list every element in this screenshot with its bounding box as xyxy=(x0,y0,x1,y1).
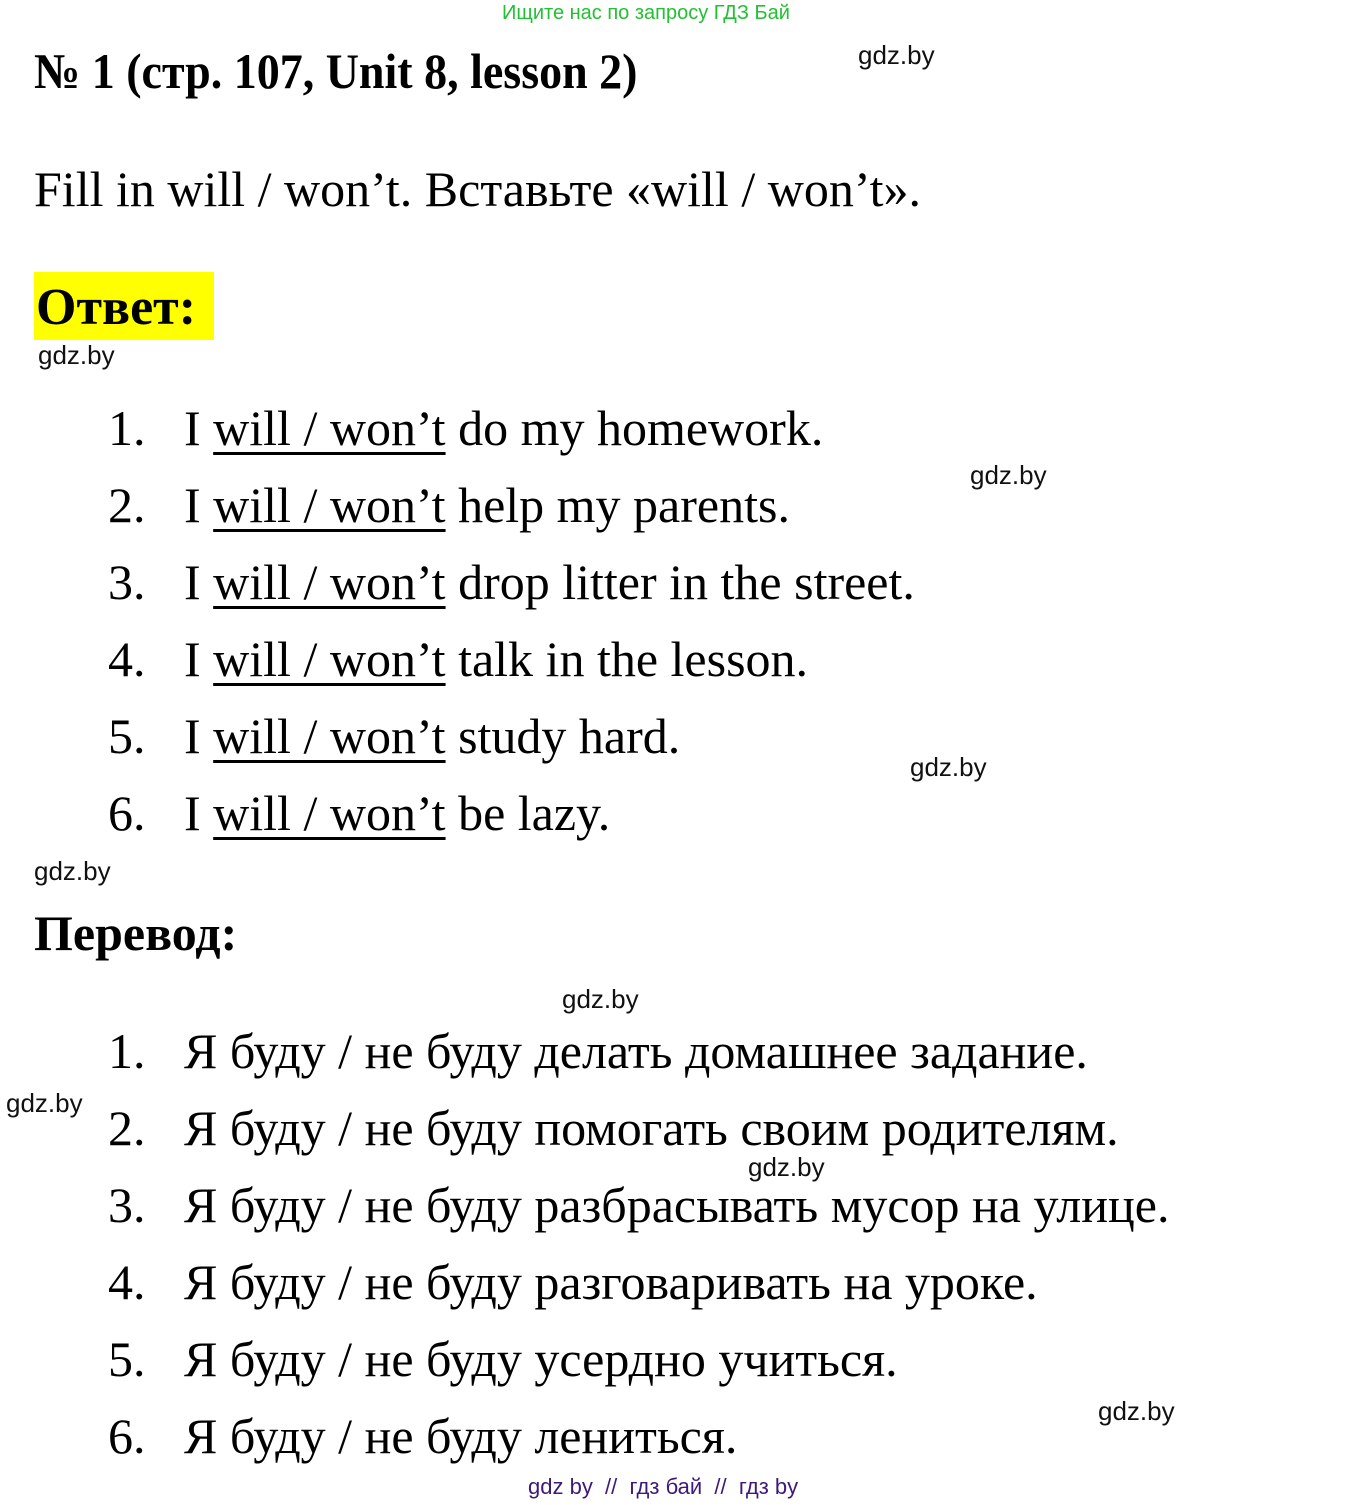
item-subject: I xyxy=(184,477,201,533)
footer-watermark: gdz by // гдз бай // гдз by xyxy=(528,1474,799,1499)
answer-heading: Ответ: xyxy=(34,272,214,340)
item-text: Я буду / не буду разговаривать на уроке. xyxy=(184,1254,1038,1310)
watermark: gdz.by xyxy=(910,752,987,782)
answer-item xyxy=(108,398,823,458)
item-number: 5. xyxy=(108,1331,146,1387)
translation-heading: Перевод: xyxy=(34,905,238,961)
answer-item xyxy=(108,783,610,843)
item-choice: will / won’t xyxy=(213,554,446,610)
item-number: 3. xyxy=(108,1177,146,1233)
item-rest: study hard. xyxy=(458,708,681,764)
translation-item xyxy=(108,1406,737,1466)
item-choice: will / won’t xyxy=(213,631,446,687)
item-number: 3. xyxy=(108,554,146,610)
translation-item xyxy=(108,1329,898,1389)
watermark: gdz.by xyxy=(38,340,115,370)
item-rest: talk in the lesson. xyxy=(458,631,809,687)
item-choice: will / won’t xyxy=(213,477,446,533)
watermark: gdz.by xyxy=(562,984,639,1014)
item-number: 1. xyxy=(108,1023,146,1079)
answer-item xyxy=(108,552,915,612)
answer-item xyxy=(108,706,680,766)
item-text: Я буду / не буду лениться. xyxy=(184,1408,738,1464)
item-text: Я буду / не буду помогать своим родителям. xyxy=(184,1100,1119,1156)
item-subject: I xyxy=(184,785,201,841)
translation-item xyxy=(108,1098,1119,1158)
item-rest: do my homework. xyxy=(458,400,824,456)
item-subject: I xyxy=(184,631,201,687)
item-rest: be lazy. xyxy=(458,785,611,841)
item-number: 2. xyxy=(108,1100,146,1156)
item-choice: will / won’t xyxy=(213,400,446,456)
item-choice: will / won’t xyxy=(213,785,446,841)
search-banner: Ищите нас по запросу ГДЗ Бай xyxy=(502,2,790,24)
translation-item xyxy=(108,1252,1038,1312)
item-number: 4. xyxy=(108,1254,146,1310)
item-number: 6. xyxy=(108,785,146,841)
watermark: gdz.by xyxy=(748,1152,825,1182)
watermark: gdz.by xyxy=(970,460,1047,490)
item-text: Я буду / не буду делать домашнее задание. xyxy=(184,1023,1088,1079)
item-number: 6. xyxy=(108,1408,146,1464)
item-subject: I xyxy=(184,708,201,764)
item-number: 4. xyxy=(108,631,146,687)
translation-item xyxy=(108,1175,1169,1235)
answer-item xyxy=(108,475,790,535)
watermark: gdz.by xyxy=(6,1088,83,1118)
watermark: gdz.by xyxy=(1098,1396,1175,1426)
answer-item xyxy=(108,629,808,689)
item-subject: I xyxy=(184,400,201,456)
item-subject: I xyxy=(184,554,201,610)
item-number: 1. xyxy=(108,400,146,456)
watermark: gdz.by xyxy=(858,40,935,70)
item-text: Я буду / не буду разбрасывать мусор на улице. xyxy=(184,1177,1170,1233)
item-choice: will / won’t xyxy=(213,708,446,764)
watermark: gdz.by xyxy=(34,856,111,886)
item-number: 5. xyxy=(108,708,146,764)
translation-item xyxy=(108,1021,1088,1081)
item-rest: drop litter in the street. xyxy=(458,554,915,610)
item-text: Я буду / не буду усердно учиться. xyxy=(184,1331,898,1387)
item-number: 2. xyxy=(108,477,146,533)
item-rest: help my parents. xyxy=(458,477,790,533)
exercise-title: № 1 (стр. 107, Unit 8, lesson 2) xyxy=(34,43,638,99)
exercise-instruction: Fill in will / won’t. Вставьте «will / won’t». xyxy=(34,161,921,217)
